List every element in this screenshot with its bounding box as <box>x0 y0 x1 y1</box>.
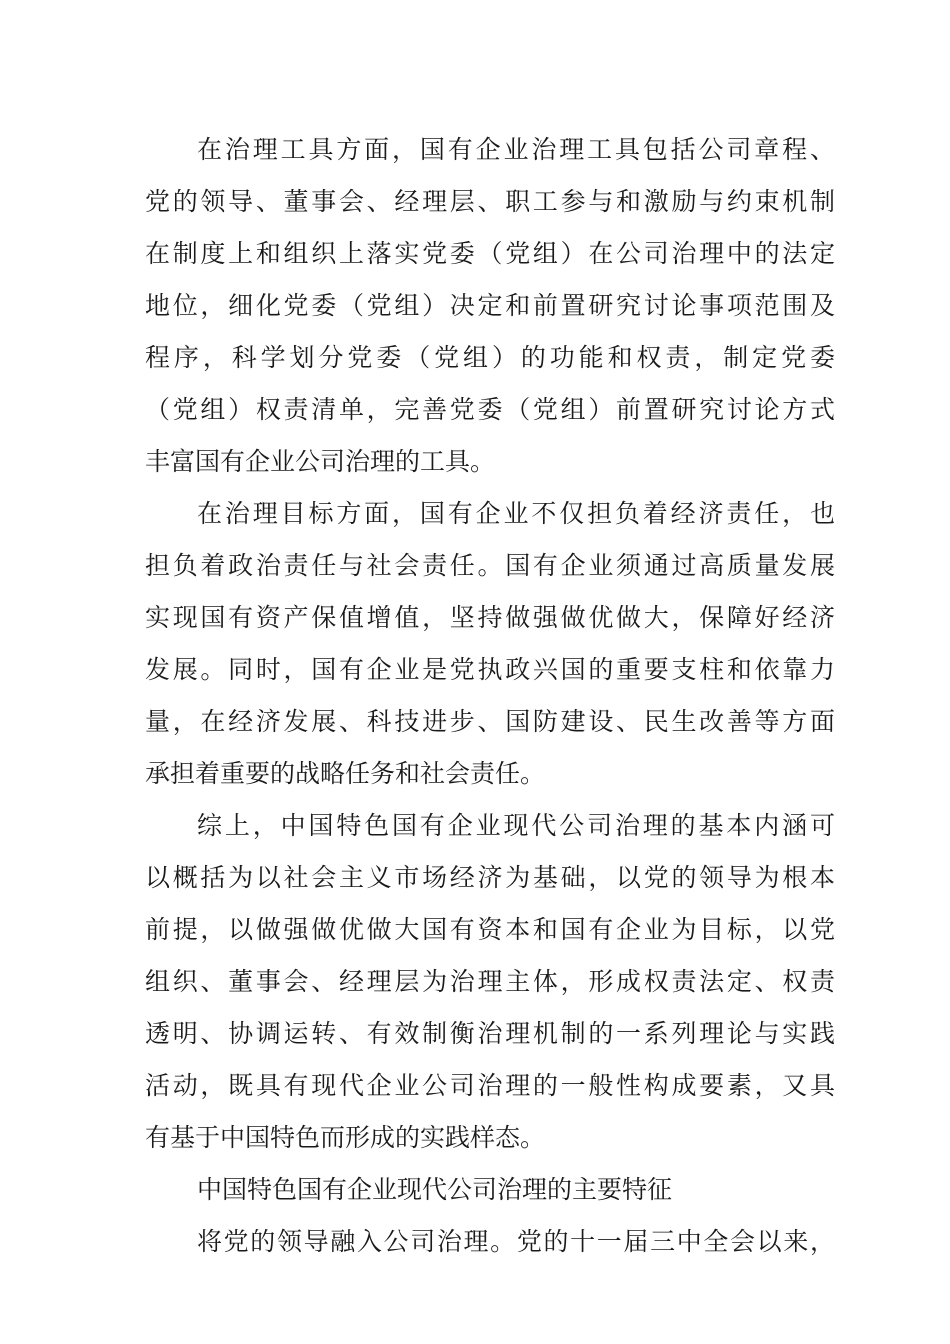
paragraph-1-line-1: 在治理工具方面，国有企业治理工具包括公司章程、 <box>197 135 835 164</box>
paragraph-2-line-5: 量，在经济发展、科技进步、国防建设、民生改善等方面 <box>145 707 835 736</box>
paragraph-3-line-7: 有基于中国特色而形成的实践样态。 <box>145 1123 546 1152</box>
paragraph-1-line-2: 党的领导、董事会、经理层、职工参与和激励与约束机制 <box>145 187 835 216</box>
paragraph-5-line-1: 将党的领导融入公司治理。党的十一届三中全会以来， <box>197 1227 835 1256</box>
paragraph-2-line-6: 承担着重要的战略任务和社会责任。 <box>145 759 546 788</box>
paragraph-1-line-4: 地位，细化党委（党组）决定和前置研究讨论事项范围及 <box>145 291 835 320</box>
paragraph-2-line-3: 实现国有资产保值增值，坚持做强做优做大，保障好经济 <box>145 603 835 632</box>
paragraph-3-line-6: 活动，既具有现代企业公司治理的一般性构成要素，又具 <box>145 1071 835 1100</box>
paragraph-3-line-5: 透明、协调运转、有效制衡治理机制的一系列理论与实践 <box>145 1019 835 1048</box>
paragraph-1-line-6: （党组）权责清单，完善党委（党组）前置研究讨论方式 <box>145 395 835 424</box>
paragraph-1-line-5: 程序，科学划分党委（党组）的功能和权责，制定党委 <box>145 343 835 372</box>
paragraph-3-line-1: 综上，中国特色国有企业现代公司治理的基本内涵可 <box>197 811 835 840</box>
paragraph-1-line-7: 丰富国有企业公司治理的工具。 <box>145 447 496 476</box>
paragraph-2-line-4: 发展。同时，国有企业是党执政兴国的重要支柱和依靠力 <box>145 655 835 684</box>
paragraph-2-line-1: 在治理目标方面，国有企业不仅担负着经济责任，也 <box>197 499 835 528</box>
paragraph-3-line-3: 前提，以做强做优做大国有资本和国有企业为目标，以党 <box>145 915 835 944</box>
paragraph-3-line-2: 以概括为以社会主义市场经济为基础，以党的领导为根本 <box>145 863 835 892</box>
paragraph-2-line-2: 担负着政治责任与社会责任。国有企业须通过高质量发展 <box>145 551 835 580</box>
paragraph-1-line-3: 在制度上和组织上落实党委（党组）在公司治理中的法定 <box>145 239 835 268</box>
section-heading: 中国特色国有企业现代公司治理的主要特征 <box>197 1175 673 1204</box>
paragraph-3-line-4: 组织、董事会、经理层为治理主体，形成权责法定、权责 <box>145 967 835 996</box>
